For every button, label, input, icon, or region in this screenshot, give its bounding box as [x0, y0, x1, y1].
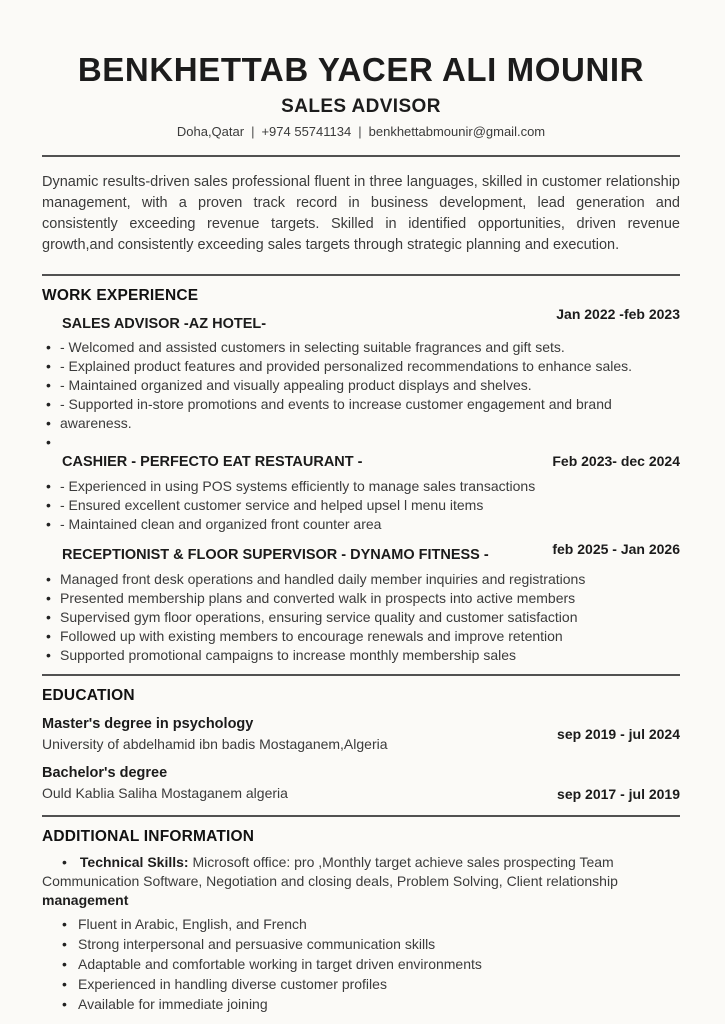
- job-bullet: • - Maintained clean and organized front counter area: [42, 515, 680, 533]
- additional-bullet-list: [42, 915, 680, 1013]
- job-bullet-list: [42, 477, 680, 533]
- technical-skills-text: Microsoft office: pro ,Monthly target achieve sales prospecting Team Communication Software, Negotiation and closing deals, Problem Solving, Client relationship: [42, 854, 618, 889]
- section-heading-work-experience: WORK EXPERIENCE: [42, 287, 199, 304]
- bullet-icon: •: [62, 854, 67, 870]
- additional-information-section: [42, 827, 680, 1013]
- job-bullet: • - Experienced in using POS systems efficiently to manage sales transactions: [42, 477, 680, 495]
- education-entry: [42, 714, 680, 754]
- additional-bullet: • Experienced in handling diverse customer profiles: [62, 975, 680, 993]
- education-entry-details: [42, 763, 557, 803]
- contact-location: Doha,Qatar: [176, 124, 245, 139]
- education-dates: sep 2017 - jul 2019: [557, 786, 680, 802]
- contact-phone: +974 55741134: [261, 124, 352, 139]
- job-bullet: • - Explained product features and provided personalized recommendations to enhance sales.: [42, 357, 680, 375]
- technical-skills-item: [42, 853, 680, 910]
- contact-line: [42, 124, 680, 140]
- job-title: RECEPTIONIST & FLOOR SUPERVISOR - DYNAMO FITNESS -: [62, 547, 489, 563]
- technical-skills-label: Technical Skills:: [79, 854, 189, 870]
- additional-bullet: • Fluent in Arabic, English, and French: [62, 915, 680, 933]
- job-entry-header: [42, 453, 680, 471]
- education-entry-details: [42, 714, 557, 754]
- education-section: [42, 686, 680, 803]
- job-bullet: • - Supported in-store promotions and events to increase customer engagement and brand: [42, 395, 680, 413]
- job-bullet-list: [42, 570, 680, 664]
- school-name: University of abdelhamid ibn badis Mostaganem,Algeria: [42, 736, 388, 752]
- job-entry-header: [42, 306, 680, 333]
- contact-email: benkhettabmounir@gmail.com: [368, 124, 546, 139]
- job-bullet: • awareness.: [42, 414, 680, 432]
- job-bullet: • - Ensured excellent customer service and helped upsel l menu items: [42, 496, 680, 514]
- contact-separator: |: [251, 124, 255, 139]
- job-bullet: • Followed up with existing members to encourage renewals and improve retention: [42, 627, 680, 645]
- job-bullet: • - Welcomed and assisted customers in selecting suitable fragrances and gift sets.: [42, 338, 680, 356]
- job-bullet-list: [42, 338, 680, 451]
- job-entry-header: [42, 541, 680, 564]
- candidate-name: BENKHETTAB YACER ALI MOUNIR: [77, 51, 645, 88]
- education-entry: [42, 763, 680, 803]
- job-dates: Jan 2022 -feb 2023: [556, 306, 680, 322]
- additional-bullet: • Available for immediate joining: [62, 995, 680, 1013]
- job-dates: Feb 2023- dec 2024: [552, 453, 680, 469]
- job-bullet-empty: [42, 433, 680, 451]
- job-dates: feb 2025 - Jan 2026: [552, 541, 680, 557]
- candidate-title: SALES ADVISOR: [281, 96, 441, 117]
- education-divider: [42, 815, 680, 817]
- job-bullet: • - Maintained organized and visually appealing product displays and shelves.: [42, 376, 680, 394]
- job-bullet: • Managed front desk operations and handled daily member inquiries and registrations: [42, 570, 680, 588]
- education-dates: sep 2019 - jul 2024: [557, 725, 680, 742]
- degree-name: Bachelor's degree: [42, 765, 168, 781]
- section-heading-additional-information: ADDITIONAL INFORMATION: [42, 828, 255, 845]
- job-title: SALES ADVISOR -AZ HOTEL-: [62, 316, 267, 332]
- contact-separator: |: [358, 124, 362, 139]
- job-title: CASHIER - PERFECTO EAT RESTAURANT -: [62, 454, 363, 470]
- resume-header: [42, 52, 680, 140]
- job-bullet: • Supervised gym floor operations, ensuring service quality and customer satisfaction: [42, 608, 680, 626]
- professional-summary: Dynamic results-driven sales professional fluent in three languages, skilled in customer relationship management, with a proven track record in business development, lead generation and consistently exceeding revenue targets. Skilled in identified opportunities, driven revenue growth,and consistently exceeding sales targets through strategic planning and execution.: [42, 174, 680, 253]
- job-bullet: • Supported promotional campaigns to increase monthly membership sales: [42, 646, 680, 664]
- header-divider: [42, 155, 680, 157]
- school-name: Ould Kablia Saliha Mostaganem algeria: [42, 785, 288, 801]
- additional-bullet: • Strong interpersonal and persuasive communication skills: [62, 935, 680, 953]
- job-bullet: • Presented membership plans and converted walk in prospects into active members: [42, 589, 680, 607]
- additional-bullet: • Adaptable and comfortable working in target driven environments: [62, 955, 680, 973]
- degree-name: Master's degree in psychology: [42, 716, 254, 732]
- work-experience-section: [42, 286, 680, 664]
- work-experience-divider: [42, 674, 680, 676]
- summary-divider: [42, 274, 680, 276]
- section-heading-education: EDUCATION: [42, 687, 135, 704]
- technical-skills-management: management: [42, 892, 129, 908]
